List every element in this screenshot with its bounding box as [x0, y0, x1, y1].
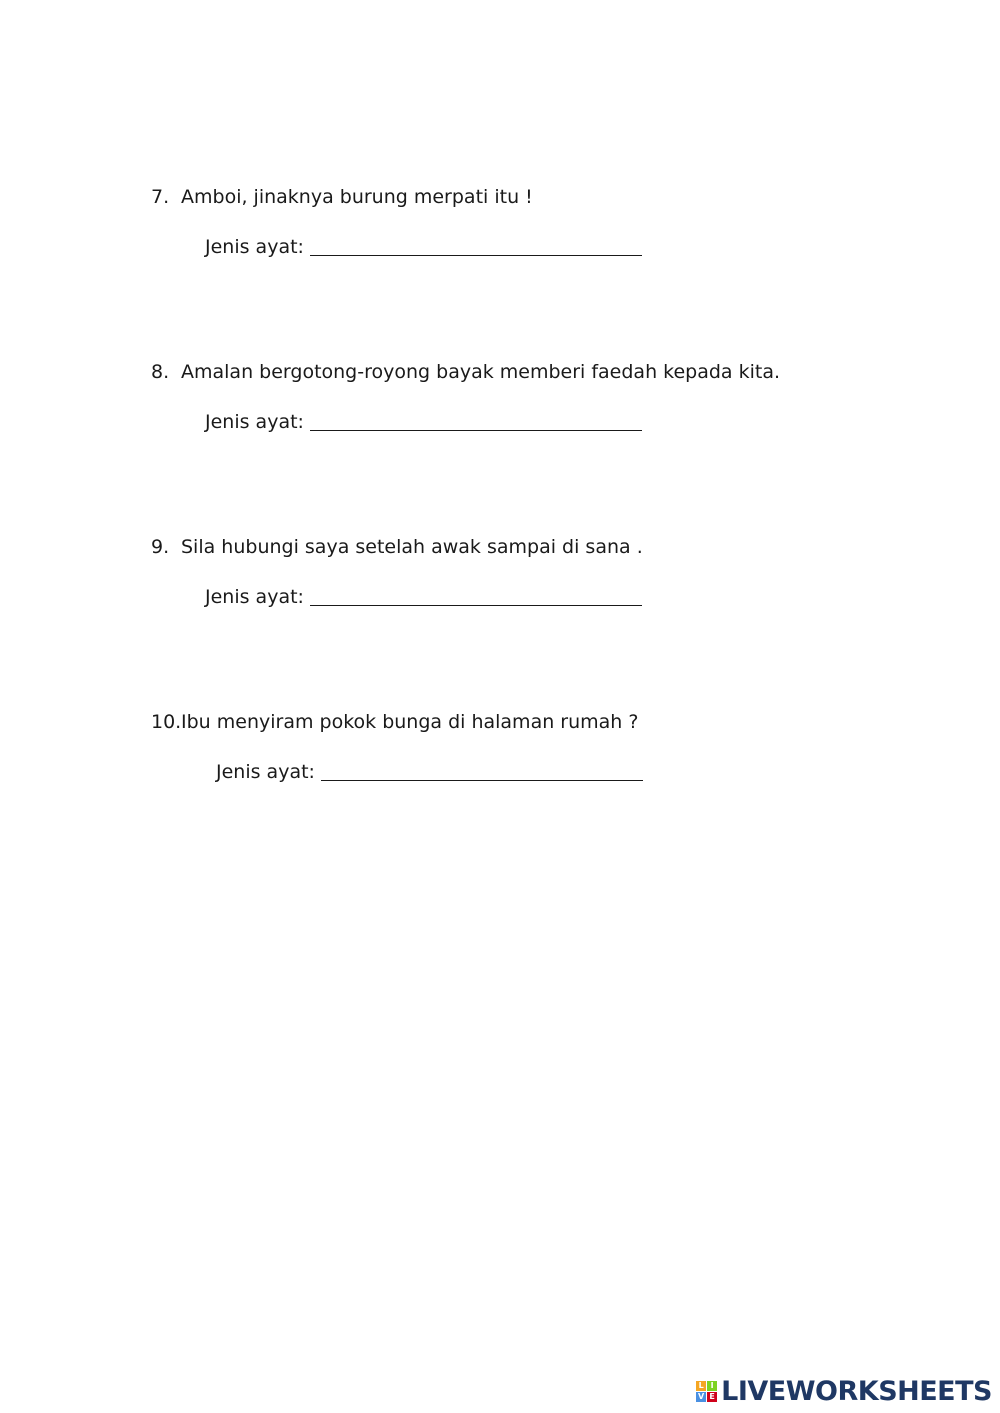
question-number: 10. — [151, 711, 182, 733]
answer-row-8 — [205, 410, 642, 434]
answer-row-9 — [205, 585, 642, 609]
question-number: 9. — [151, 536, 170, 558]
logo-mark-letter: V — [698, 1392, 705, 1401]
answer-row-10 — [216, 760, 643, 784]
question-7 — [151, 185, 533, 209]
answer-label: Jenis ayat: — [205, 411, 304, 433]
logo-mark-letter: L — [696, 1381, 706, 1391]
logo-text: LIVEWORKSHEETS — [721, 1376, 992, 1407]
question-number: 8. — [151, 361, 170, 383]
question-9 — [151, 535, 643, 559]
liveworksheets-logo — [696, 1376, 992, 1407]
answer-input-10[interactable] — [321, 760, 643, 781]
logo-mark-letter: I — [707, 1381, 717, 1391]
question-number: 7. — [151, 186, 170, 208]
question-text: Amboi, jinaknya burung merpati itu ! — [181, 186, 533, 208]
answer-label: Jenis ayat: — [216, 761, 315, 783]
question-text: Amalan bergotong-royong bayak memberi faedah kepada kita. — [181, 361, 781, 383]
answer-label: Jenis ayat: — [205, 236, 304, 258]
answer-row-7 — [205, 235, 642, 259]
question-10 — [151, 710, 638, 734]
question-text: Ibu menyiram pokok bunga di halaman rumah ? — [181, 711, 639, 733]
answer-input-7[interactable] — [310, 235, 642, 256]
answer-input-8[interactable] — [310, 410, 642, 431]
question-text: Sila hubungi saya setelah awak sampai di sana . — [181, 536, 643, 558]
answer-input-9[interactable] — [310, 585, 642, 606]
logo-mark-letter: E — [707, 1392, 717, 1402]
question-8 — [151, 360, 780, 384]
logo-mark-icon — [696, 1381, 717, 1402]
answer-label: Jenis ayat: — [205, 586, 304, 608]
